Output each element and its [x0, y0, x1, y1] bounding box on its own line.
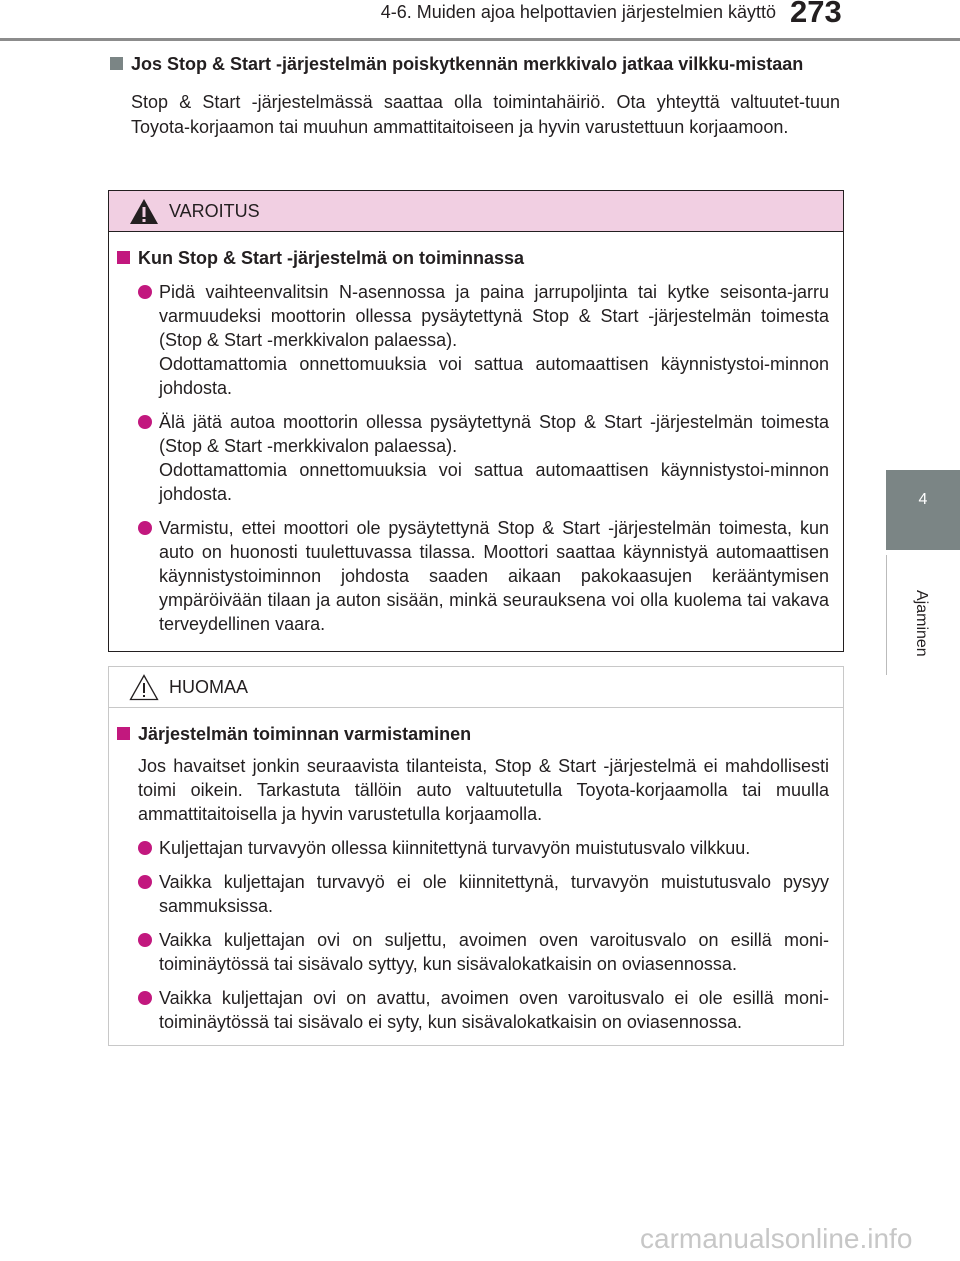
warning-bullet: [117, 410, 829, 506]
chapter-label: Ajaminen: [913, 590, 930, 657]
round-bullet-icon: [138, 933, 152, 947]
round-bullet-icon: [138, 415, 152, 429]
warning-box: [108, 190, 844, 652]
section-header-title: 4-6. Muiden ajoa helpottavien järjestelmien käyttö: [380, 2, 776, 22]
caution-triangle-icon: [129, 674, 159, 701]
notice-body: [109, 708, 843, 1034]
watermark: carmanualsonline.info: [640, 1223, 913, 1254]
intro-heading-text: Jos Stop & Start -järjestelmän poiskytkennän merkkivalo jatkaa vilkku-mistaan: [131, 54, 804, 74]
notice-paragraph: Jos havaitset jonkin seuraavista tilanteista, Stop & Start -järjestelmä ei mahdollisesti toimi oikein. Tarkastuta tällöin auto valtuutetulla Toyota-korjaamolla tai muulla ammattitaitoisella ja hyvin varustetulla korjaamolla.: [138, 756, 829, 824]
warning-bullet-text: [159, 280, 829, 400]
round-bullet-icon: [138, 521, 152, 535]
notice-bullet: [117, 870, 829, 918]
warning-body: [109, 232, 843, 636]
warning-bullet: [117, 516, 829, 636]
warning-bullet-text: [159, 410, 829, 506]
round-bullet-icon: [138, 841, 152, 855]
round-bullet-icon: [138, 875, 152, 889]
header-divider: [0, 38, 960, 41]
notice-bullet-text: Vaikka kuljettajan turvavyö ei ole kiinnitettynä, turvavyön muistutusvalo pysyy sammuksissa.: [159, 872, 829, 916]
intro-paragraph: Stop & Start -järjestelmässä saattaa olla toimintahäiriö. Ota yhteyttä valtuutet-tuun Toyota-korjaamon tai muuhun ammattitaitoiseen ja hyvin varustettuun korjaamoon.: [131, 92, 840, 137]
notice-bullet-text: Vaikka kuljettajan ovi on suljettu, avoimen oven varoitusvalo on esillä moni-toiminäytössä tai sisävalo syttyy, kun sisävalokatkaisin on oviasennossa.: [159, 930, 829, 974]
notice-bullet-text: Kuljettajan turvavyön ollessa kiinnitettynä turvavyön muistutusvalo vilkkuu.: [159, 838, 751, 858]
round-bullet-icon: [138, 991, 152, 1005]
notice-bullet: [117, 986, 829, 1034]
square-bullet-icon: [117, 251, 130, 264]
notice-title: HUOMAA: [169, 676, 249, 697]
warning-heading: [117, 246, 829, 270]
notice-bullet: [117, 928, 829, 976]
intro-section: [110, 52, 840, 140]
bullet-main-text: Varmistu, ettei moottori ole pysäytettynä Stop & Start -järjestelmän toimesta, kun auto on huonosti tuulettuvassa tilassa. Moottori saattaa käynnistyä automaattisen käynnistystoiminnon johdosta saaden aikaan pakokaasujen kerääntymisen ympäröivään tilaan ja auton sisään, minkä seurauksena voi olla kuolema tai vakava terveydellinen vaara.: [159, 518, 829, 634]
warning-bullet: [117, 280, 829, 400]
warning-title: VAROITUS: [169, 200, 260, 221]
bullet-main-text: Älä jätä autoa moottorin ollessa pysäytettynä Stop & Start -järjestelmän toimesta (Stop & Start -merkkivalon palaessa).: [159, 412, 829, 456]
chapter-tab[interactable]: [886, 470, 960, 550]
chapter-number: 4: [918, 491, 928, 508]
notice-header: [109, 667, 843, 708]
intro-heading: [110, 52, 840, 76]
bullet-note-text: Odottamattomia onnettomuuksia voi sattua automaattisen käynnistystoi-minnon johdosta.: [159, 354, 829, 398]
notice-box: [108, 666, 844, 1046]
square-bullet-icon: [110, 57, 123, 70]
round-bullet-icon: [138, 285, 152, 299]
square-bullet-icon: [117, 727, 130, 740]
notice-bullet-text: Vaikka kuljettajan ovi on avattu, avoimen oven varoitusvalo ei ole esillä moni-toiminäytössä tai sisävalo ei syty, kun sisävalokatkaisin on oviasennossa.: [159, 988, 829, 1032]
bullet-main-text: Pidä vaihteenvalitsin N-asennossa ja paina jarrupoljinta tai kytke seisonta-jarru varmuudeksi moottorin ollessa pysäytettynä Stop & Start -järjestelmän toimesta (Stop & Start -merkkivalon palaessa).: [159, 282, 829, 350]
notice-heading-text: Järjestelmän toiminnan varmistaminen: [138, 724, 472, 744]
page-number: 273: [790, 0, 842, 29]
notice-heading: [117, 722, 829, 746]
warning-header: [109, 191, 843, 232]
warning-heading-text: Kun Stop & Start -järjestelmä on toiminnassa: [138, 248, 525, 268]
bullet-note-text: Odottamattomia onnettomuuksia voi sattua automaattisen käynnistystoi-minnon johdosta.: [159, 460, 829, 504]
warning-triangle-icon: [129, 198, 159, 225]
warning-bullet-text: [159, 516, 829, 636]
notice-bullet: [117, 836, 829, 860]
